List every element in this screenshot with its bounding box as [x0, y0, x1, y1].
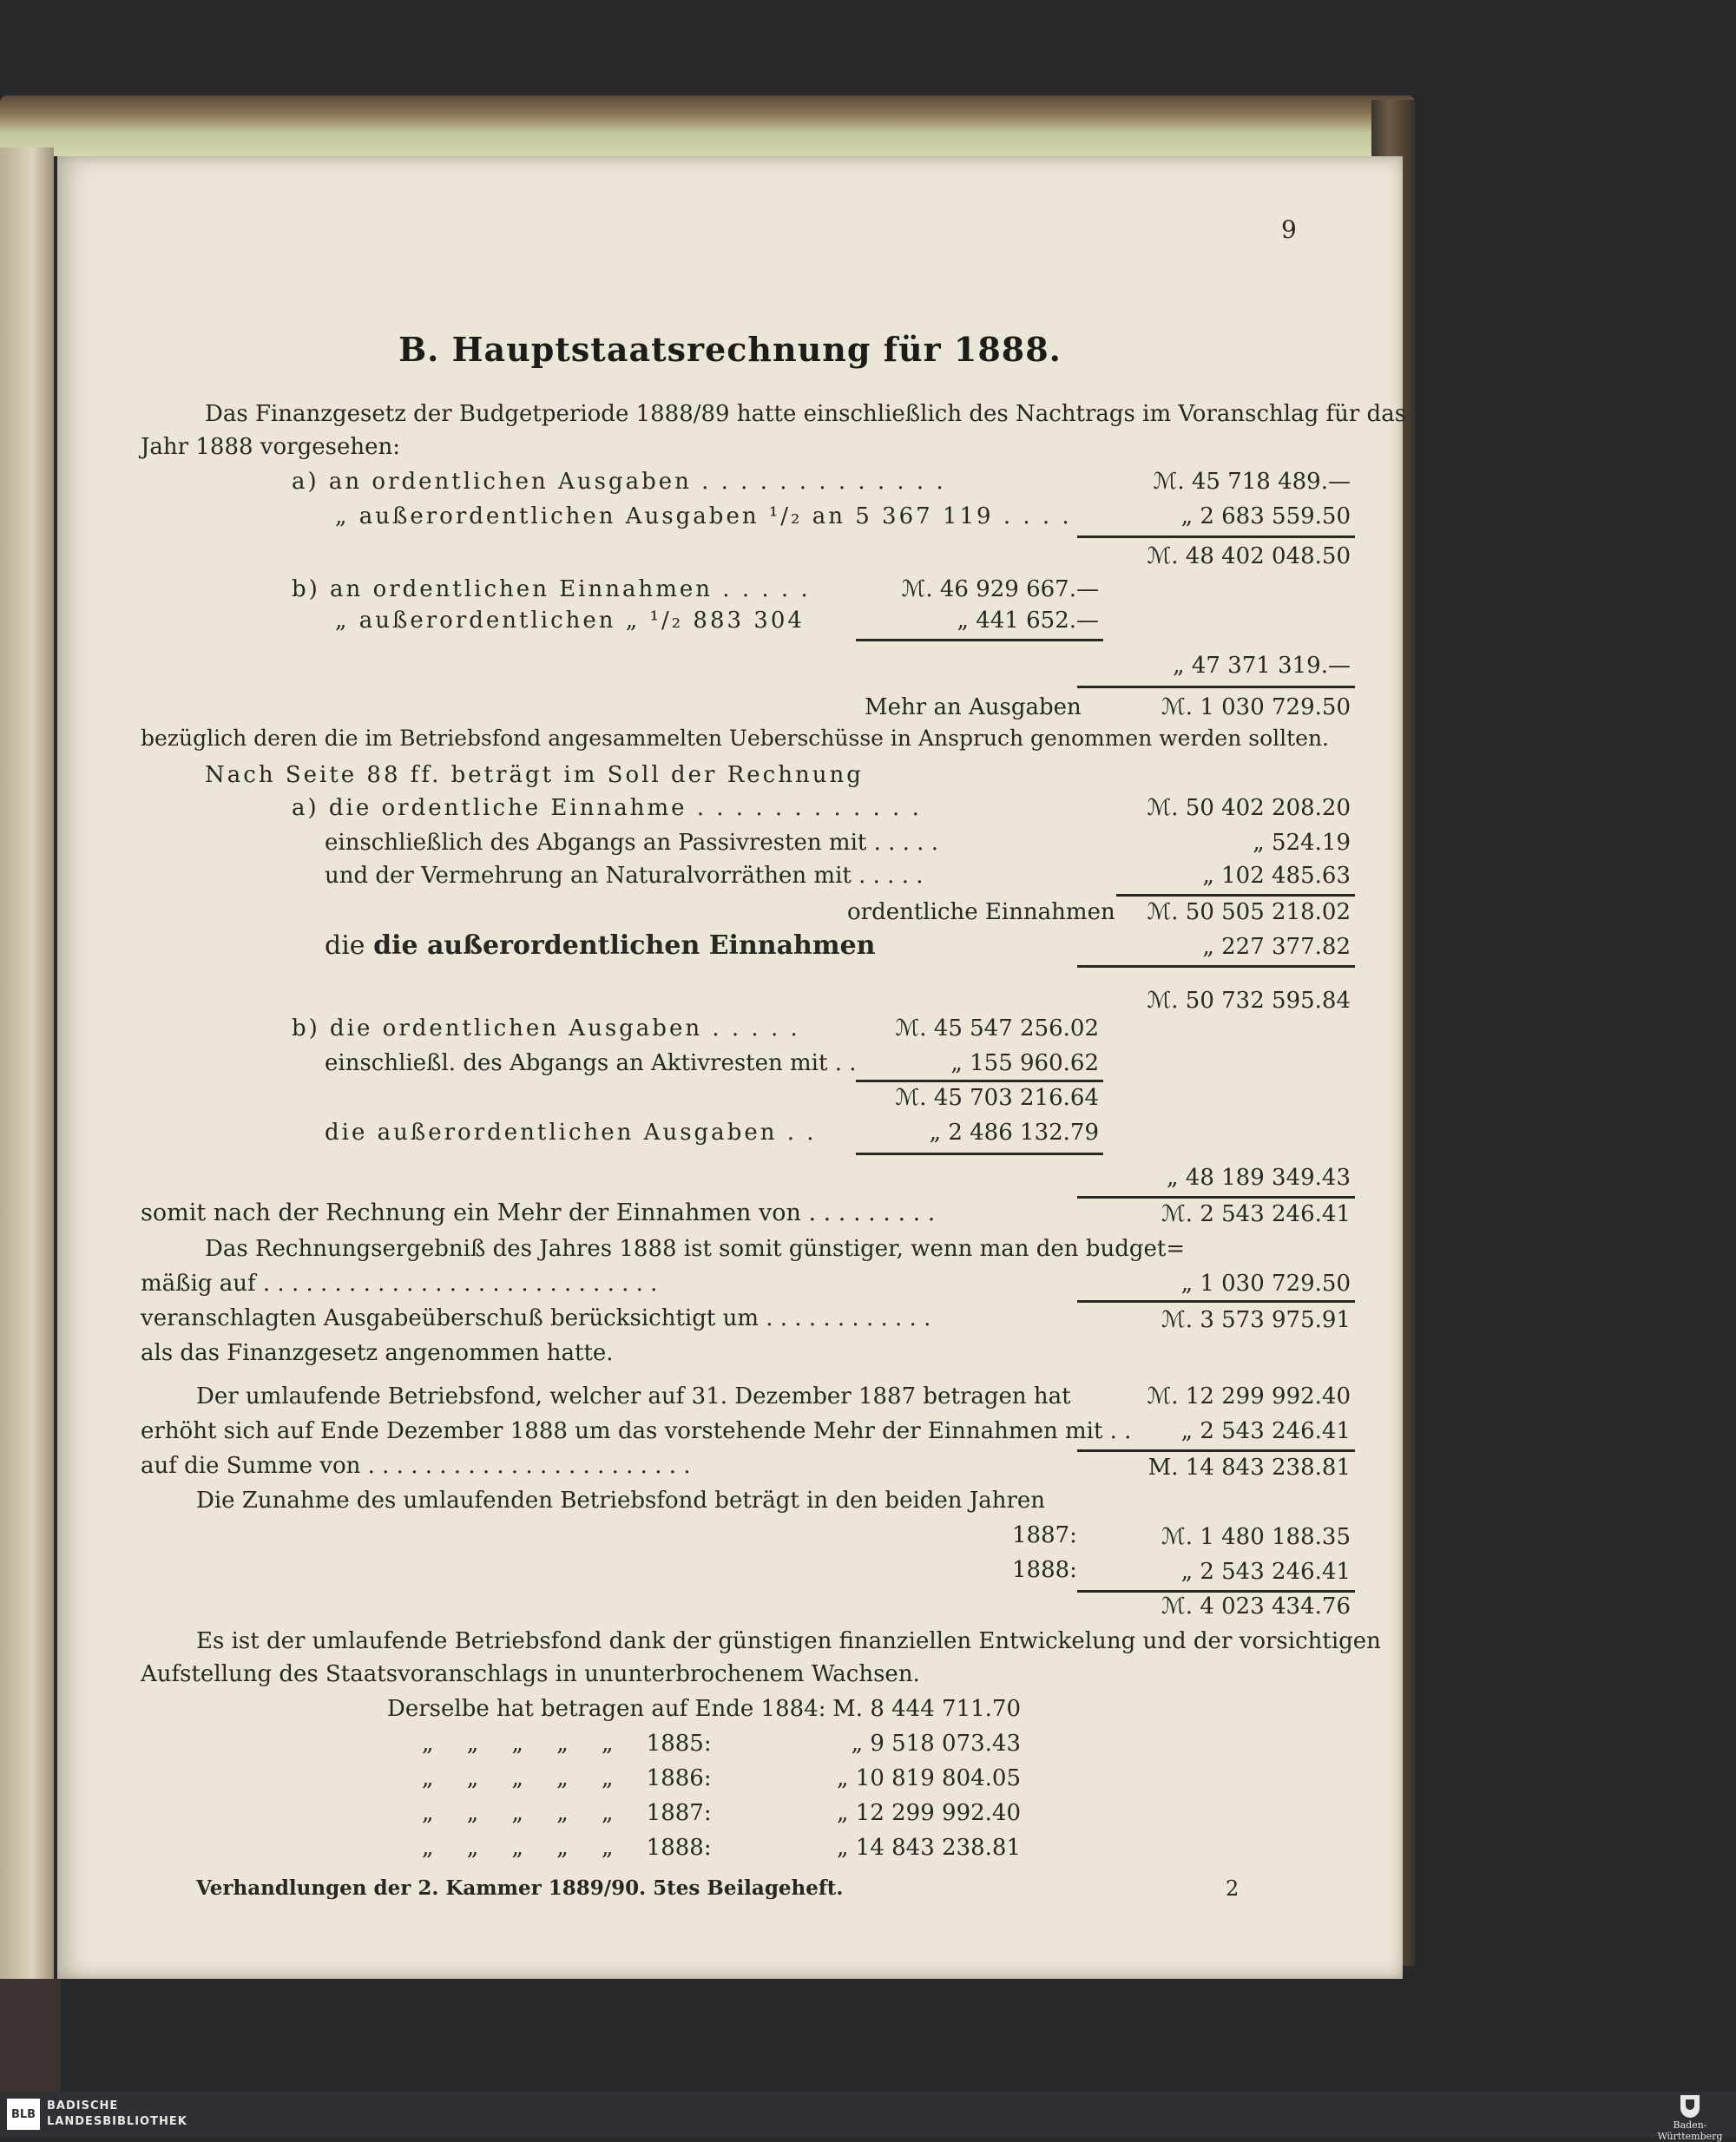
history-value: „ 10 819 804.05	[837, 1765, 1021, 1791]
bf-line-1: Der umlaufende Betriebsfond, welcher auf 31. Dezember 1887 betragen hat	[196, 1383, 1071, 1409]
history-label: „ „ „ „ „ 1887:	[422, 1800, 712, 1826]
region-name: Baden-Württemberg	[1657, 2119, 1723, 2142]
rule	[1077, 1590, 1355, 1593]
rule	[1077, 965, 1355, 968]
document-page	[57, 156, 1407, 1979]
va-a-sum: ℳ. 48 402 048.50	[1147, 543, 1351, 569]
bf-1887-label: 1887:	[1012, 1522, 1077, 1548]
soll-ord-label: ordentliche Einnahmen	[847, 899, 1115, 925]
soll-a2-value: „ 524.19	[1253, 830, 1351, 856]
va-b2-value: „ 441 652.—	[957, 608, 1099, 634]
soll-auss-label: die die außerordentlichen Einnahmen	[325, 930, 876, 961]
soll-auss-emph: die außerordentlichen Einnahmen	[373, 930, 876, 961]
left-page-edge	[0, 148, 54, 2100]
va-a2-value: „ 2 683 559.50	[1180, 503, 1351, 529]
blb-logo-icon: BLB	[7, 2099, 40, 2130]
va-b2-label: „ außerordentlichen „ ¹/₂ 883 304	[335, 608, 805, 634]
region-badge	[1651, 2095, 1729, 2142]
bf-line-2-value: „ 2 543 246.41	[1180, 1418, 1351, 1444]
bf-es-ist-1: Es ist der umlaufende Betriebsfond dank der günstigen finanziellen Entwickelung und der vorsichtigen	[196, 1628, 1381, 1654]
history-value: „ 9 518 073.43	[851, 1731, 1021, 1757]
left-cover	[0, 1979, 61, 2092]
soll-b-label: b) die ordentlichen Ausgaben . . . . .	[292, 1015, 800, 1041]
rule	[1116, 894, 1355, 897]
bf-line-3: auf die Summe von . . . . . . . . . . . . . . . . . . . . . . .	[141, 1453, 691, 1479]
history-value: „ 12 299 992.40	[837, 1800, 1021, 1826]
soll-b2-label: einschließl. des Abgangs an Aktivresten mit . .	[325, 1050, 857, 1076]
coat-of-arms-icon	[1680, 2095, 1700, 2118]
va-b-value: ℳ. 46 929 667.—	[901, 576, 1099, 602]
bf-1888-value: „ 2 543 246.41	[1180, 1559, 1351, 1585]
intro-line-2: Jahr 1888 vorgesehen:	[141, 434, 400, 460]
soll-ergebnis-4: als das Finanzgesetz angenommen hatte.	[141, 1340, 614, 1366]
soll-b2-value: „ 155 960.62	[950, 1050, 1099, 1076]
intro-line-1: Das Finanzgesetz der Budgetperiode 1888/89 hatte einschließlich des Nachtrags im Voranschlag für das	[205, 401, 1407, 427]
soll-b3-value: „ 2 486 132.79	[929, 1120, 1099, 1146]
soll-b3-label: die außerordentlichen Ausgaben . .	[325, 1120, 817, 1146]
va-b-label: b) an ordentlichen Einnahmen . . . . .	[292, 576, 811, 602]
history-label: „ „ „ „ „ 1888:	[422, 1835, 712, 1861]
library-name	[47, 2099, 187, 2130]
soll-mehr-label: somit nach der Rechnung ein Mehr der Einnahmen von . . . . . . . . .	[141, 1199, 936, 1226]
soll-heading: Nach Seite 88 ff. beträgt im Soll der Rechnung	[205, 762, 864, 788]
history-label: „ „ „ „ „ 1885:	[422, 1731, 712, 1757]
footer-right: 2	[1226, 1876, 1240, 1901]
va-mehr-value: ℳ. 1 030 729.50	[1161, 694, 1351, 720]
bf-1887-value: ℳ. 1 480 188.35	[1161, 1524, 1351, 1550]
history-label: Derselbe hat betragen auf Ende 1884:	[387, 1696, 826, 1722]
soll-ein-sum: ℳ. 50 732 595.84	[1147, 988, 1351, 1014]
soll-a-value: ℳ. 50 402 208.20	[1147, 795, 1351, 821]
soll-b-value: ℳ. 45 547 256.02	[895, 1015, 1099, 1041]
rule	[856, 639, 1103, 641]
soll-a3-label: und der Vermehrung an Naturalvorräthen mit . . . . .	[325, 863, 924, 889]
soll-ergebnis-2: mäßig auf . . . . . . . . . . . . . . . . . . . . . . . . . . . .	[141, 1271, 658, 1297]
soll-auss-value: „ 227 377.82	[1202, 934, 1351, 960]
rule	[1077, 1300, 1355, 1303]
soll-a-label: a) die ordentliche Einnahme . . . . . . . . . . . .	[292, 795, 922, 821]
va-a2-label: „ außerordentlichen Ausgaben ¹/₂ an 5 367 119 . . . .	[335, 503, 1072, 529]
rule	[1077, 536, 1355, 538]
soll-ergebnis-3-value: ℳ. 3 573 975.91	[1161, 1307, 1351, 1333]
bf-line-4: Die Zunahme des umlaufenden Betriebsfond beträgt in den beiden Jahren	[196, 1488, 1046, 1514]
history-value: M. 8 444 711.70	[832, 1696, 1021, 1722]
library-name-line-2: LANDESBIBLIOTHEK	[47, 2115, 187, 2128]
rule	[1077, 1449, 1355, 1452]
page-title: B. Hauptstaatsrechnung für 1888.	[398, 330, 1062, 369]
va-a-label: a) an ordentlichen Ausgaben . . . . . . . . . . . . .	[292, 469, 946, 495]
soll-b-sum: ℳ. 45 703 216.64	[895, 1085, 1099, 1111]
library-name-line-1: BADISCHE	[47, 2099, 119, 2112]
rule	[856, 1080, 1103, 1082]
va-b-sum: „ 47 371 319.—	[1173, 653, 1351, 679]
soll-a2-label: einschließlich des Abgangs an Passivresten mit . . . . .	[325, 830, 938, 856]
soll-ergebnis-1: Das Rechnungsergebniß des Jahres 1888 ist somit günstiger, wenn man den budget=	[205, 1236, 1186, 1262]
bf-line-1-value: ℳ. 12 299 992.40	[1147, 1383, 1351, 1409]
bf-es-ist-2: Aufstellung des Staatsvoranschlags in ununterbrochenem Wachsen.	[141, 1661, 920, 1687]
library-footer-bar	[0, 2092, 1736, 2142]
soll-aus-sum: „ 48 189 349.43	[1167, 1165, 1351, 1191]
soll-a3-value: „ 102 485.63	[1202, 863, 1351, 889]
book-top-edge	[0, 95, 1415, 156]
history-value: „ 14 843 238.81	[837, 1835, 1021, 1861]
history-label: „ „ „ „ „ 1886:	[422, 1765, 712, 1791]
bf-line-3-value: M. 14 843 238.81	[1147, 1455, 1351, 1481]
rule	[1077, 686, 1355, 688]
va-a-value: ℳ. 45 718 489.—	[1153, 469, 1351, 495]
va-mehr-label: Mehr an Ausgaben	[865, 694, 1082, 720]
footer-left: Verhandlungen der 2. Kammer 1889/90. 5tes Beilageheft.	[196, 1876, 844, 1900]
rule	[856, 1153, 1103, 1155]
va-bezuglich: bezüglich deren die im Betriebsfond angesammelten Ueberschüsse in Anspruch genommen werden sollten.	[141, 726, 1330, 751]
soll-ord-value: ℳ. 50 505 218.02	[1147, 899, 1351, 925]
page-number: 9	[1281, 215, 1297, 244]
soll-ergebnis-3: veranschlagten Ausgabeüberschuß berücksichtigt um . . . . . . . . . . . .	[141, 1305, 931, 1331]
bf-zunahme-sum: ℳ. 4 023 434.76	[1161, 1593, 1351, 1620]
rule	[1077, 1196, 1355, 1199]
bf-line-2: erhöht sich auf Ende Dezember 1888 um das vorstehende Mehr der Einnahmen mit . .	[141, 1418, 1132, 1444]
soll-mehr-value: ℳ. 2 543 246.41	[1161, 1201, 1351, 1227]
soll-ergebnis-2-value: „ 1 030 729.50	[1180, 1271, 1351, 1297]
bf-1888-label: 1888:	[1012, 1557, 1077, 1583]
